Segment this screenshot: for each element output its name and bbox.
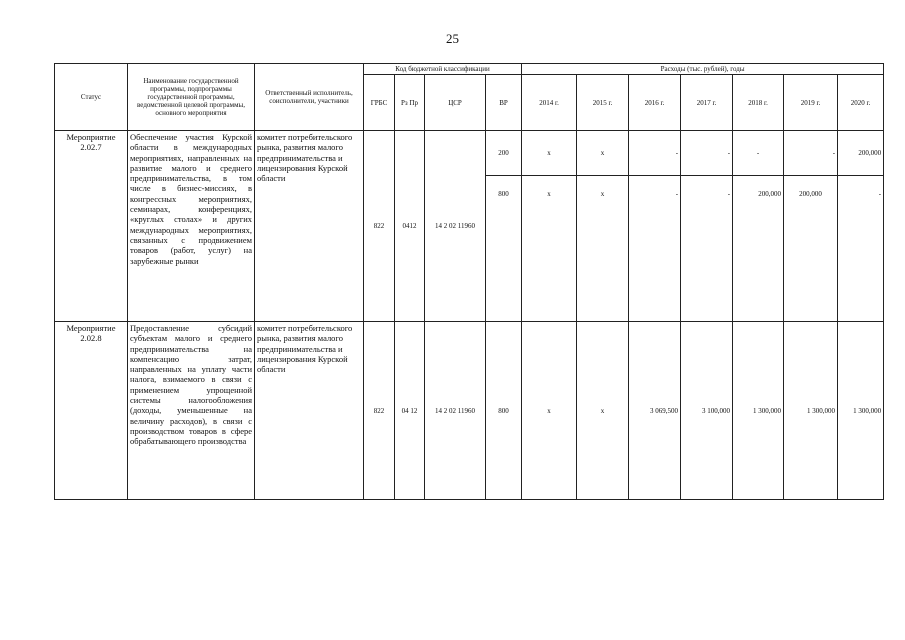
- col-header-grbs: ГРБС: [364, 75, 395, 131]
- value-2018-cell: -: [733, 131, 784, 176]
- event-name-cell: Обеспечение участия Курской области в международных мероприятиях, направленных на развитие малого и среднего предпринимательства, в том числе в бизнес-миссиях, в конгрессных мероприятиях, семинарах, конференциях, «круглых столах» и других международных мероприятиях, связанных с продвижением товаров (работ, услуг) на зарубежные рынки: [128, 131, 255, 322]
- value-2020-cell: -: [838, 176, 884, 322]
- value-2015-cell: х: [577, 131, 629, 176]
- value-2014-cell: х: [522, 322, 577, 500]
- vr-cell: 800: [486, 176, 522, 322]
- value-2019-cell: 1 300,000: [784, 322, 838, 500]
- grbs-cell: 822: [364, 322, 395, 500]
- col-header-kbk-group: Код бюджетной классификации: [364, 64, 522, 75]
- table-row: [55, 131, 884, 176]
- value-2015-cell: х: [577, 176, 629, 322]
- grbs-cell: 822: [364, 131, 395, 322]
- vr-cell: 800: [486, 322, 522, 500]
- responsible-cell: комитет потребительского рынка, развития малого предпринимательства и лицензирования Курской области: [255, 322, 364, 500]
- col-header-vr: ВР: [486, 75, 522, 131]
- value-2020-cell: 200,000: [838, 131, 884, 176]
- col-header-year-2015: 2015 г.: [577, 75, 629, 131]
- value-2014-cell: х: [522, 176, 577, 322]
- value-2015-cell: х: [577, 322, 629, 500]
- csr-cell: 14 2 02 11960: [425, 131, 486, 322]
- col-header-year-2019: 2019 г.: [784, 75, 838, 131]
- value-2016-cell: -: [629, 131, 681, 176]
- value-2019-cell: 200,000: [784, 176, 838, 322]
- page-number: 25: [446, 31, 459, 46]
- status-cell: Мероприятие 2.02.7: [55, 131, 128, 322]
- rzpr-cell: 0412: [395, 131, 425, 322]
- col-header-csr: ЦСР: [425, 75, 486, 131]
- csr-cell: 14 2 02 11960: [425, 322, 486, 500]
- status-cell: Мероприятие 2.02.8: [55, 322, 128, 500]
- col-header-expenses-group: Расходы (тыс. рублей), годы: [522, 64, 884, 75]
- vr-cell: 200: [486, 131, 522, 176]
- col-header-year-2016: 2016 г.: [629, 75, 681, 131]
- col-header-year-2018: 2018 г.: [733, 75, 784, 131]
- value-2020-cell: 1 300,000: [838, 322, 884, 500]
- table-row: [55, 322, 884, 500]
- event-name-cell: Предоставление субсидий субъектам малого и среднего предпринимательства на компенсацию затрат, направленных на уплату части налога, взимаемого в связи с применением упрощенной системы налогообложения (доходы, уменьшенные на величину расходов), в связи с производством товаров в сфере обрабатывающего производства: [128, 322, 255, 500]
- header-row-1: [55, 64, 884, 75]
- value-2019-cell: -: [784, 131, 838, 176]
- value-2017-cell: -: [681, 131, 733, 176]
- value-2018-cell: 200,000: [733, 176, 784, 322]
- value-2014-cell: х: [522, 131, 577, 176]
- rzpr-cell: 04 12: [395, 322, 425, 500]
- col-header-name: Наименование государственной программы, подпрограммы государственной программы, ведомственной целевой программы, основного мероприятия: [128, 64, 255, 131]
- col-header-year-2020: 2020 г.: [838, 75, 884, 131]
- budget-table: [54, 63, 884, 500]
- value-2017-cell: 3 100,000: [681, 322, 733, 500]
- value-2017-cell: -: [681, 176, 733, 322]
- value-2016-cell: 3 069,500: [629, 322, 681, 500]
- col-header-status: Статус: [55, 64, 128, 131]
- responsible-cell: комитет потребительского рынка, развития малого предпринимательства и лицензирования Курской области: [255, 131, 364, 322]
- col-header-year-2017: 2017 г.: [681, 75, 733, 131]
- col-header-responsible: Ответственный исполнитель, соисполнители, участники: [255, 64, 364, 131]
- col-header-rzpr: Рз Пр: [395, 75, 425, 131]
- col-header-year-2014: 2014 г.: [522, 75, 577, 131]
- value-2018-cell: 1 300,000: [733, 322, 784, 500]
- value-2016-cell: -: [629, 176, 681, 322]
